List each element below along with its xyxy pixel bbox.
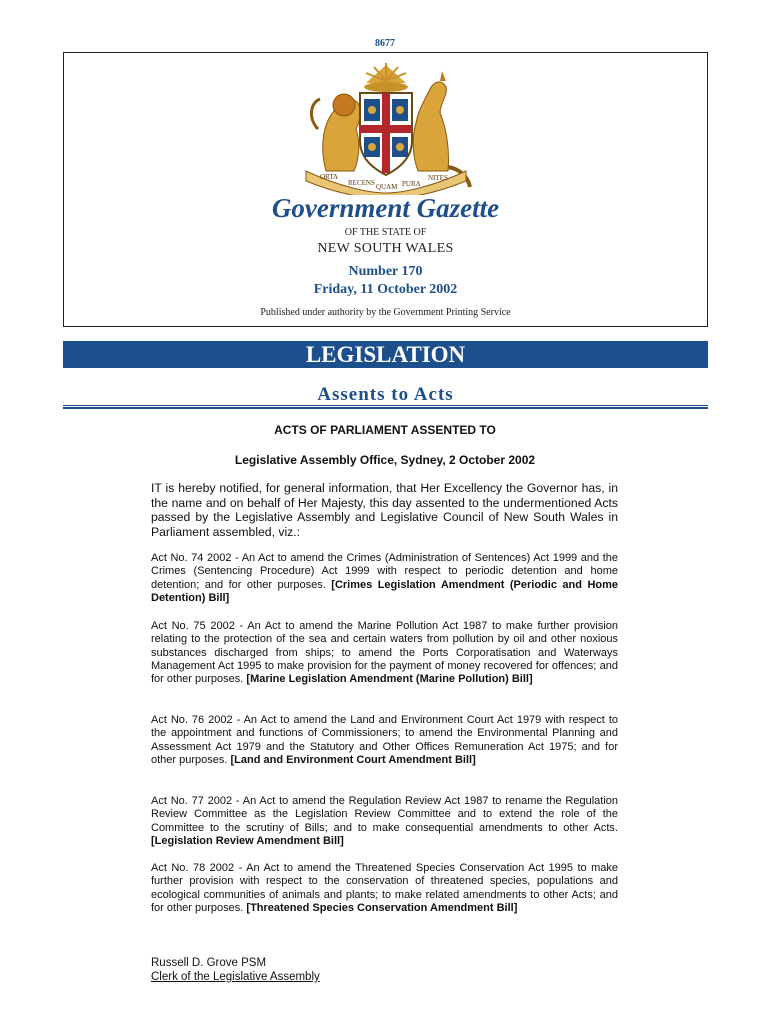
bill-name: [Marine Legislation Amendment (Marine Pollution) Bill] xyxy=(246,673,533,686)
act-paragraph xyxy=(151,620,618,686)
subsection-title: Assents to Acts xyxy=(317,384,454,405)
act-paragraph xyxy=(151,862,618,915)
kangaroo-supporter-icon xyxy=(413,71,470,187)
act-paragraph xyxy=(151,795,618,848)
gazette-masthead xyxy=(63,52,708,327)
act-paragraph xyxy=(151,714,618,767)
svg-text:RECENS: RECENS xyxy=(348,179,375,187)
issue-number: Number 170 xyxy=(348,264,423,279)
svg-text:NITES: NITES xyxy=(428,174,448,182)
act-text: Act No. 75 2002 - An Act to amend the Marine Pollution Act 1987 to make further provision relating to the protection of the sea and certain waters from pollution by oil and other noxious substances discharged from ships; to amend the Ports Corporatisation and Waterways Management Act 1995 to make provision for the payment of money recovered for offences; and for other purposes. xyxy=(151,620,618,686)
svg-text:PURA: PURA xyxy=(402,180,421,188)
state-name: NEW SOUTH WALES xyxy=(317,241,454,256)
signatory-title: Clerk of the Legislative Assembly xyxy=(151,971,320,983)
act-text: Act No. 78 2002 - An Act to amend the Threatened Species Conservation Act 1995 to make further provision with respect to the conservation of threatened species, populations and ecological communities of animals and plants; to make related amendments to other Acts; and for other purposes. xyxy=(151,862,618,914)
shield-icon xyxy=(360,93,412,175)
act-paragraph xyxy=(151,552,618,605)
rising-sun-icon xyxy=(364,63,408,92)
act-text: Act No. 77 2002 - An Act to amend the Regulation Review Act 1987 to rename the Regulation Review Committee as the Legislation Review Committee and to extend the role of the Committee to the scrutiny of Bills; and to make consequential amendments to other Acts. xyxy=(151,795,618,834)
act-text: Act No. 74 2002 - An Act to amend the Crimes (Administration of Sentences) Act 1999 and the Crimes (Sentencing Procedure) Act 1999 with respect to periodic detention and home detention; and for other purposes. xyxy=(151,552,618,591)
page-number: 8677 xyxy=(375,38,395,49)
office-dateline: Legislative Assembly Office, Sydney, 2 October 2002 xyxy=(234,453,536,467)
issue-date: Friday, 11 October 2002 xyxy=(313,282,458,297)
state-of-label: OF THE STATE OF xyxy=(344,227,427,238)
publication-authority: Published under authority by the Government Printing Service xyxy=(260,307,511,318)
subsection-divider xyxy=(63,405,708,409)
bill-name: [Land and Environment Court Amendment Bill] xyxy=(230,753,476,766)
signatory-name: Russell D. Grove PSM xyxy=(151,957,267,969)
svg-text:QUAM: QUAM xyxy=(376,183,398,191)
svg-text:ORTA: ORTA xyxy=(320,173,339,181)
bill-name: [Crimes Legislation Amendment (Periodic and Home Detention) Bill] xyxy=(151,578,619,604)
intro-paragraph: IT is hereby notified, for general information, that Her Excellency the Governor has, in the name and on behalf of Her Majesty, this day assented to the undermentioned Acts passed by the Legislative Assembly and Legislative Council of New South Wales in Parliament assembled, viz.: xyxy=(151,481,618,539)
bill-name: [Threatened Species Conservation Amendment Bill] xyxy=(246,901,518,914)
act-text: Act No. 76 2002 - An Act to amend the Land and Environment Court Act 1979 with respect to the appointment and functions of Commissioners; to amend the Environmental Planning and Assessment Act 1979 and the Statutory and Other Offices Remuneration Act 1975; and for other purposes. xyxy=(151,714,618,766)
bill-name: [Legislation Review Amendment Bill] xyxy=(151,834,344,847)
lion-supporter-icon xyxy=(311,94,360,171)
acts-heading: ACTS OF PARLIAMENT ASSENTED TO xyxy=(274,423,496,437)
section-banner: LEGISLATION xyxy=(63,341,708,368)
nsw-coat-of-arms xyxy=(300,59,472,195)
gazette-title: Government Gazette xyxy=(271,193,500,223)
